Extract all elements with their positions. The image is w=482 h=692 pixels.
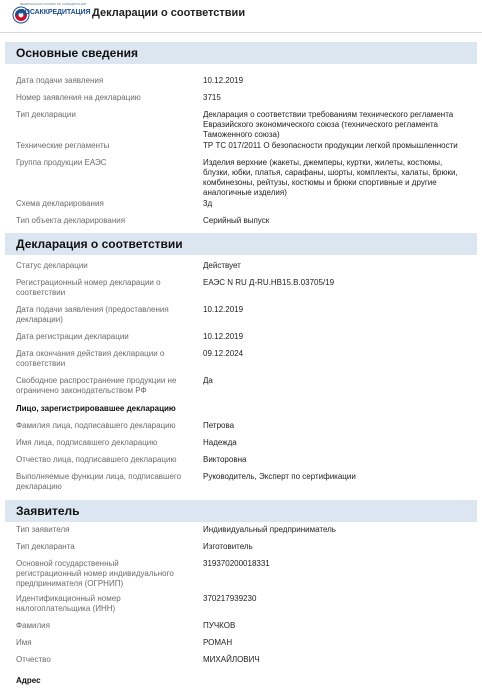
field-value: Надежда — [203, 438, 237, 447]
field-label: Группа продукции ЕАЭС — [16, 158, 107, 167]
section-declaration — [5, 233, 477, 255]
field-value: 09.12.2024 — [203, 349, 244, 358]
field-label: Статус декларации — [16, 261, 88, 270]
field-value: Изготовитель — [203, 542, 253, 551]
field-label: Основной государственный регистрационный номер индивидуального предпринимателя (ОГРНИП) — [16, 559, 174, 588]
field-value: Да — [203, 376, 213, 385]
field-value: РОМАН — [203, 638, 233, 647]
field-label: Отчество — [16, 655, 51, 664]
field-label: Схема декларирования — [16, 199, 104, 208]
field-label: Дата подачи заявления (предоставления декларации) — [16, 305, 169, 324]
field-label: Дата окончания действия декларации о соответствии — [16, 349, 165, 368]
field-label: Тип объекта декларирования — [16, 216, 126, 225]
field-label: Отчество лица, подписавшего декларацию — [16, 455, 177, 464]
field-value: Декларация о соответствии требованиям технического регламента Евразийского экономического союза (технического регламента Таможенного союза) — [203, 110, 454, 139]
logo-text: РОСАККРЕДИТАЦИЯ — [20, 9, 91, 16]
person-subheading: Лицо, зарегистрировавшее декларацию — [16, 404, 176, 413]
field-value: Индивидуальный предприниматель — [203, 525, 336, 534]
field-label: Тип заявителя — [16, 525, 70, 534]
field-label: Технические регламенты — [16, 141, 110, 150]
field-label: Тип декларанта — [16, 542, 75, 551]
field-value: ТР ТС 017/2011 О безопасности продукции легкой промышленности — [203, 141, 458, 150]
field-value: Викторовна — [203, 455, 247, 464]
field-value: ЕАЭС N RU Д-RU.НВ15.В.03705/19 — [203, 278, 335, 287]
field-label: Имя — [16, 638, 32, 647]
field-label: Дата подачи заявления — [16, 76, 104, 85]
field-value: 10.12.2019 — [203, 332, 244, 341]
field-value: 10.12.2019 — [203, 305, 244, 314]
field-label: Имя лица, подписавшего декларацию — [16, 438, 158, 447]
address-subheading: Адрес — [16, 676, 41, 685]
field-value: Изделия верхние (жакеты, джемперы, куртки, жилеты, костюмы, блузки, юбки, платья, сарафаны, шорты, комплекты, халаты, брюки, комбинезоны, рейтузы, костюмы и брюки спортивные и другие аналогичные изделия) — [203, 158, 458, 197]
page-header — [0, 0, 482, 33]
section-applicant — [5, 500, 477, 522]
declaration-rows — [0, 255, 482, 491]
field-label: Фамилия — [16, 621, 50, 630]
field-label: Фамилия лица, подписавшего декларацию — [16, 421, 176, 430]
field-label: Тип декларации — [16, 110, 76, 119]
section-main-info — [5, 42, 477, 64]
page-title: Декларации о соответствии — [92, 7, 246, 19]
main-info-rows — [0, 64, 482, 224]
field-value: Серийный выпуск — [203, 216, 270, 225]
field-label: Выполняемые функции лица, подписавшего декларацию — [16, 472, 182, 491]
field-value: 370217939230 — [203, 594, 257, 603]
field-label: Номер заявления на декларацию — [16, 93, 141, 102]
field-label: Свободное распространение продукции не ограничено законодательством РФ — [16, 376, 177, 395]
field-value: 3715 — [203, 93, 221, 102]
field-value: 10.12.2019 — [203, 76, 244, 85]
field-value: 319370200018331 — [203, 559, 270, 568]
field-label: Идентификационный номер налогоплательщика (ИНН) — [16, 594, 121, 613]
status-value: Действует — [203, 261, 241, 270]
field-value: Руководитель, Эксперт по сертификации — [203, 472, 356, 481]
field-label: Регистрационный номер декларации о соответствии — [16, 278, 161, 297]
field-value: ПУЧКОВ — [203, 621, 236, 630]
section-title-applicant: Заявитель — [16, 504, 80, 518]
logo-subtitle: ФЕДЕРАЛЬНАЯ СЛУЖБА ПО АККРЕДИТАЦИИ — [20, 2, 87, 6]
section-title-declaration: Декларация о соответствии — [16, 237, 183, 251]
section-title-main-info: Основные сведения — [16, 46, 138, 60]
field-value: МИХАЙЛОВИЧ — [203, 655, 260, 664]
field-value: 3д — [203, 199, 213, 208]
field-value: Петрова — [203, 421, 235, 430]
applicant-rows — [0, 522, 482, 692]
field-label: Дата регистрации декларации — [16, 332, 129, 341]
